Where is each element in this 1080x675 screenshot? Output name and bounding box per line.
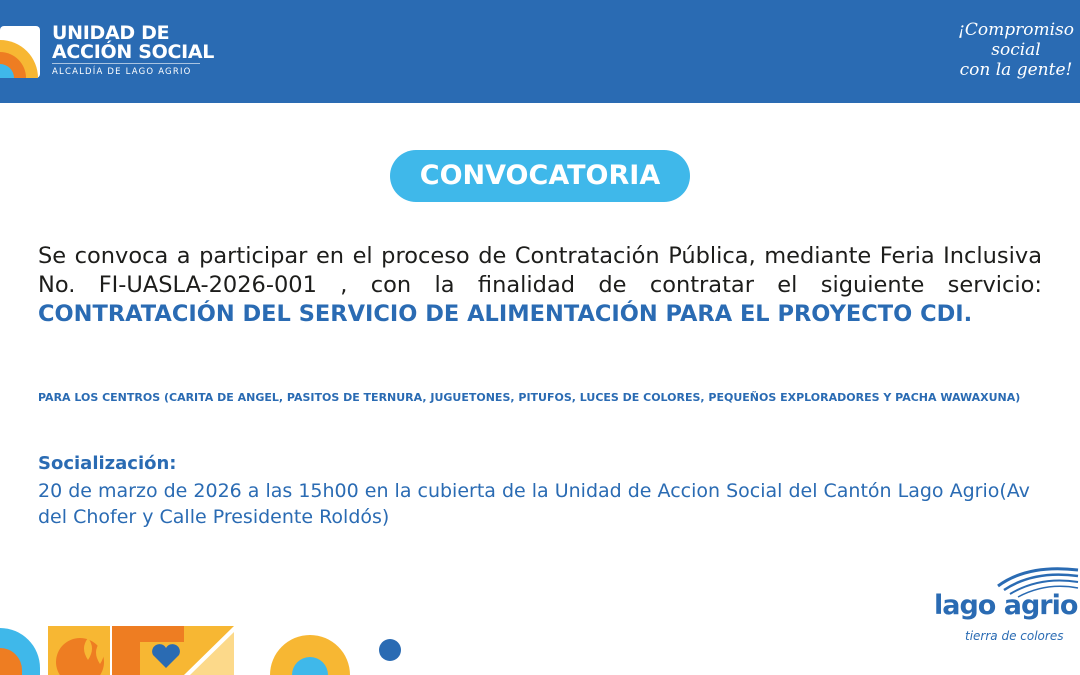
slogan-line2: social [991,40,1041,60]
brand-name: lago agrio [934,590,1078,621]
lago-agrio-brand [928,560,1080,655]
header-banner [0,0,1080,103]
title-badge: CONVOCATORIA [390,150,690,202]
slogan-line3: con la gente! [959,60,1073,80]
organization-divider [52,63,200,64]
intro-text: Se convoca a participar en el proceso de Contratación Pública, mediante Feria Inclusiva No. FI-UASLA-2026-001 , con la finalidad de contratar el siguiente servicio: [38,243,1042,298]
centers-list: PARA LOS CENTROS (CARITA DE ANGEL, PASITOS DE TERNURA, JUGUETONES, PITUFOS, LUCES DE COLORES, PEQUEÑOS EXPLORADORES Y PACHA WAWAXUNA) [38,391,1021,404]
organization-subtitle: ALCALDÍA DE LAGO AGRIO [52,67,192,77]
organization-name-line1: UNIDAD DE [52,22,170,44]
socializacion-label: Socialización: [38,453,177,474]
slogan [952,20,1080,80]
intro-paragraph [38,242,1042,329]
organization-logo-icon [0,26,40,78]
organization-name-line2: ACCIÓN SOCIAL [52,41,215,63]
organization-name [52,24,214,62]
socializacion-text: 20 de marzo de 2026 a las 15h00 en la cubierta de la Unidad de Accion Social del Cantón Lago Agrio(Av del Chofer y Calle Presidente Roldós) [38,480,1030,528]
decorative-footer-shapes [0,620,420,675]
slogan-line1: ¡Compromiso [958,20,1074,40]
brand-tagline: tierra de colores [965,629,1064,643]
service-highlight: CONTRATACIÓN DEL SERVICIO DE ALIMENTACIÓN PARA EL PROYECTO CDI. [38,301,973,327]
